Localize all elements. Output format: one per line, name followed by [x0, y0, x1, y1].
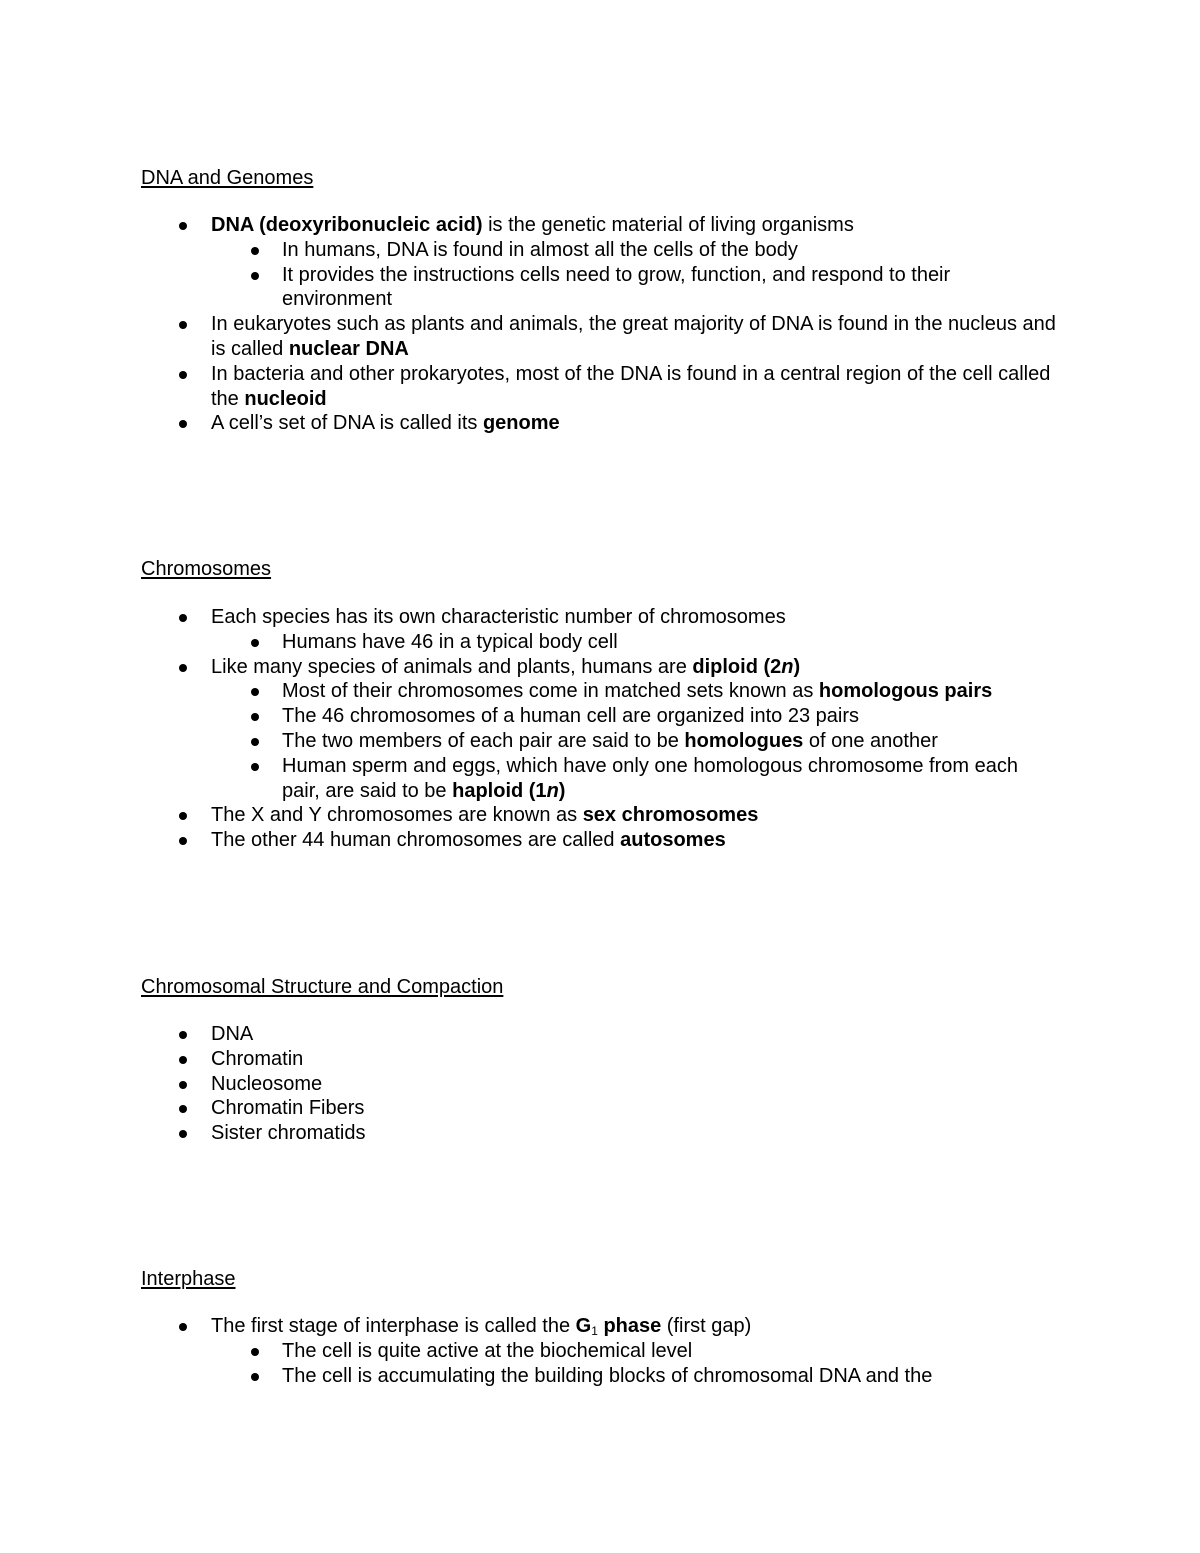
list-item	[0, 1339, 1042, 1364]
list-item	[0, 1121, 1071, 1146]
subscript: 1	[591, 1324, 598, 1338]
bullet-icon	[179, 837, 187, 845]
list-item	[0, 605, 1071, 630]
text-run: Sister chromatids	[211, 1122, 366, 1145]
bold-term: )	[558, 779, 566, 802]
bullet-list	[0, 605, 1071, 853]
bullet-icon	[251, 272, 259, 280]
bold-term: homologous pairs	[818, 680, 993, 703]
list-item-text	[211, 214, 854, 236]
list-item-text	[211, 1023, 253, 1045]
text-run: Like many species of animals and plants, humans are	[211, 655, 693, 678]
bold-term: haploid (1	[452, 779, 547, 802]
section-heading: Chromosomal Structure and Compaction	[141, 976, 504, 998]
list-item-text	[282, 264, 950, 311]
list-item	[0, 238, 1042, 263]
bold-term: nucleoid	[244, 387, 327, 410]
italic-variable: n	[781, 655, 794, 678]
text-run: Humans have 46 in a typical body cell	[282, 630, 618, 653]
text-run: The cell is quite active at the biochemical level	[282, 1339, 693, 1362]
bullet-icon	[179, 371, 187, 379]
list-item-text	[282, 1340, 692, 1362]
list-item-text	[211, 412, 560, 434]
list-item-text	[211, 606, 786, 628]
text-run: In humans, DNA is found in almost all the cells of the body	[282, 238, 798, 261]
bullet-list	[0, 213, 1071, 436]
list-item	[0, 362, 1071, 412]
bullet-icon	[179, 1323, 187, 1331]
section-heading: Chromosomes	[141, 558, 272, 580]
list-item-text	[211, 804, 758, 826]
bullet-icon	[179, 420, 187, 428]
text-run: The cell is accumulating the building blocks of chromosomal DNA and the	[282, 1364, 933, 1387]
list-item	[0, 679, 1042, 704]
text-run: The two members of each pair are said to be	[282, 729, 685, 752]
list-item-text	[211, 1315, 751, 1337]
text-run: The other 44 human chromosomes are called	[211, 829, 621, 852]
text-run: Each species has its own characteristic number of chromosomes	[211, 606, 786, 628]
bullet-icon	[179, 321, 187, 329]
bullet-icon	[251, 688, 259, 696]
bullet-icon	[179, 664, 187, 672]
list-item-text	[282, 705, 859, 727]
bullet-icon	[179, 1081, 187, 1089]
section-heading: Interphase	[141, 1268, 236, 1290]
bullet-icon	[251, 247, 259, 255]
bold-term: )	[793, 655, 801, 678]
text-run: In bacteria and other prokaryotes, most of the DNA is found in a central region of the cell called the	[211, 362, 1051, 410]
list-item-text	[282, 1365, 932, 1387]
list-item	[0, 729, 1042, 754]
list-item	[0, 704, 1042, 729]
list-item	[0, 803, 1071, 828]
bullet-icon	[179, 222, 187, 230]
bullet-icon	[179, 1130, 187, 1138]
text-run: Human sperm and eggs, which have only one homologous chromosome from each pair, are said to be	[282, 754, 1018, 802]
list-item-text	[211, 656, 800, 678]
list-item-text	[282, 755, 1018, 802]
list-item-text	[211, 1122, 366, 1144]
list-item	[0, 1096, 1071, 1121]
bullet-icon	[251, 1348, 259, 1356]
bold-term	[547, 780, 559, 802]
bold-term: DNA (deoxyribonucleic acid)	[211, 214, 483, 236]
text-run: Chromatin	[211, 1047, 304, 1070]
bold-term: autosomes	[620, 829, 726, 852]
list-item-text	[211, 1048, 303, 1070]
bullet-icon	[251, 713, 259, 721]
bold-term: sex chromosomes	[582, 804, 759, 827]
list-item-text	[282, 680, 992, 702]
list-item	[0, 630, 1042, 655]
text-run: The first stage of interphase is called the	[211, 1315, 576, 1337]
list-item	[0, 1314, 1071, 1339]
list-item-text	[211, 1073, 322, 1095]
bullet-icon	[251, 1373, 259, 1381]
text-run: is the genetic material of living organisms	[482, 214, 854, 236]
list-item	[0, 1364, 1042, 1389]
list-item-text	[282, 631, 618, 653]
section-heading: DNA and Genomes	[141, 167, 314, 189]
text-run: Nucleosome	[211, 1072, 323, 1095]
bullet-icon	[251, 738, 259, 746]
list-item-text	[211, 829, 726, 851]
bullet-icon	[179, 812, 187, 820]
text-run: (first gap)	[661, 1315, 752, 1337]
bullet-icon	[179, 1056, 187, 1064]
list-item-text	[211, 1097, 364, 1119]
text-run: In eukaryotes such as plants and animals, the great majority of DNA is found in the nucleus and is called	[211, 313, 1056, 360]
text-run: DNA	[211, 1023, 254, 1045]
list-item	[0, 754, 1042, 804]
bullet-icon	[179, 614, 187, 622]
list-item	[0, 655, 1071, 680]
bold-term: homologues	[684, 729, 804, 752]
bold-term: phase	[597, 1315, 662, 1337]
italic-variable: n	[546, 779, 559, 802]
list-item	[0, 1022, 1071, 1047]
list-item-text	[282, 730, 938, 752]
list-item	[0, 1072, 1071, 1097]
list-item	[0, 263, 1042, 313]
bold-term	[781, 656, 793, 678]
text-run: The 46 chromosomes of a human cell are organized into 23 pairs	[282, 705, 859, 728]
text-run: Most of their chromosomes come in matched sets known as	[282, 680, 819, 703]
text-run: A cell’s set of DNA is called its	[211, 412, 483, 435]
bullet-icon	[179, 1105, 187, 1113]
list-item-text	[211, 363, 1050, 410]
bullet-list	[0, 1314, 1071, 1388]
list-item	[0, 213, 1071, 238]
text-run: Chromatin Fibers	[211, 1097, 365, 1120]
bold-term: G	[575, 1315, 592, 1337]
bullet-icon	[251, 639, 259, 647]
bold-term: nuclear DNA	[288, 337, 409, 360]
bold-term: diploid (2	[692, 655, 782, 678]
text-run: The X and Y chromosomes are known as	[211, 804, 583, 827]
list-item-text	[282, 239, 798, 261]
list-item-text	[211, 313, 1056, 360]
bullet-icon	[179, 1031, 187, 1039]
list-item	[0, 312, 1071, 362]
text-run: of one another	[803, 729, 938, 752]
text-run: It provides the instructions cells need to grow, function, and respond to their environment	[282, 263, 951, 311]
list-item	[0, 411, 1071, 436]
bold-term: genome	[482, 412, 560, 435]
list-item	[0, 828, 1071, 853]
list-item	[0, 1047, 1071, 1072]
bullet-icon	[251, 763, 259, 771]
bullet-list	[0, 1022, 1071, 1146]
